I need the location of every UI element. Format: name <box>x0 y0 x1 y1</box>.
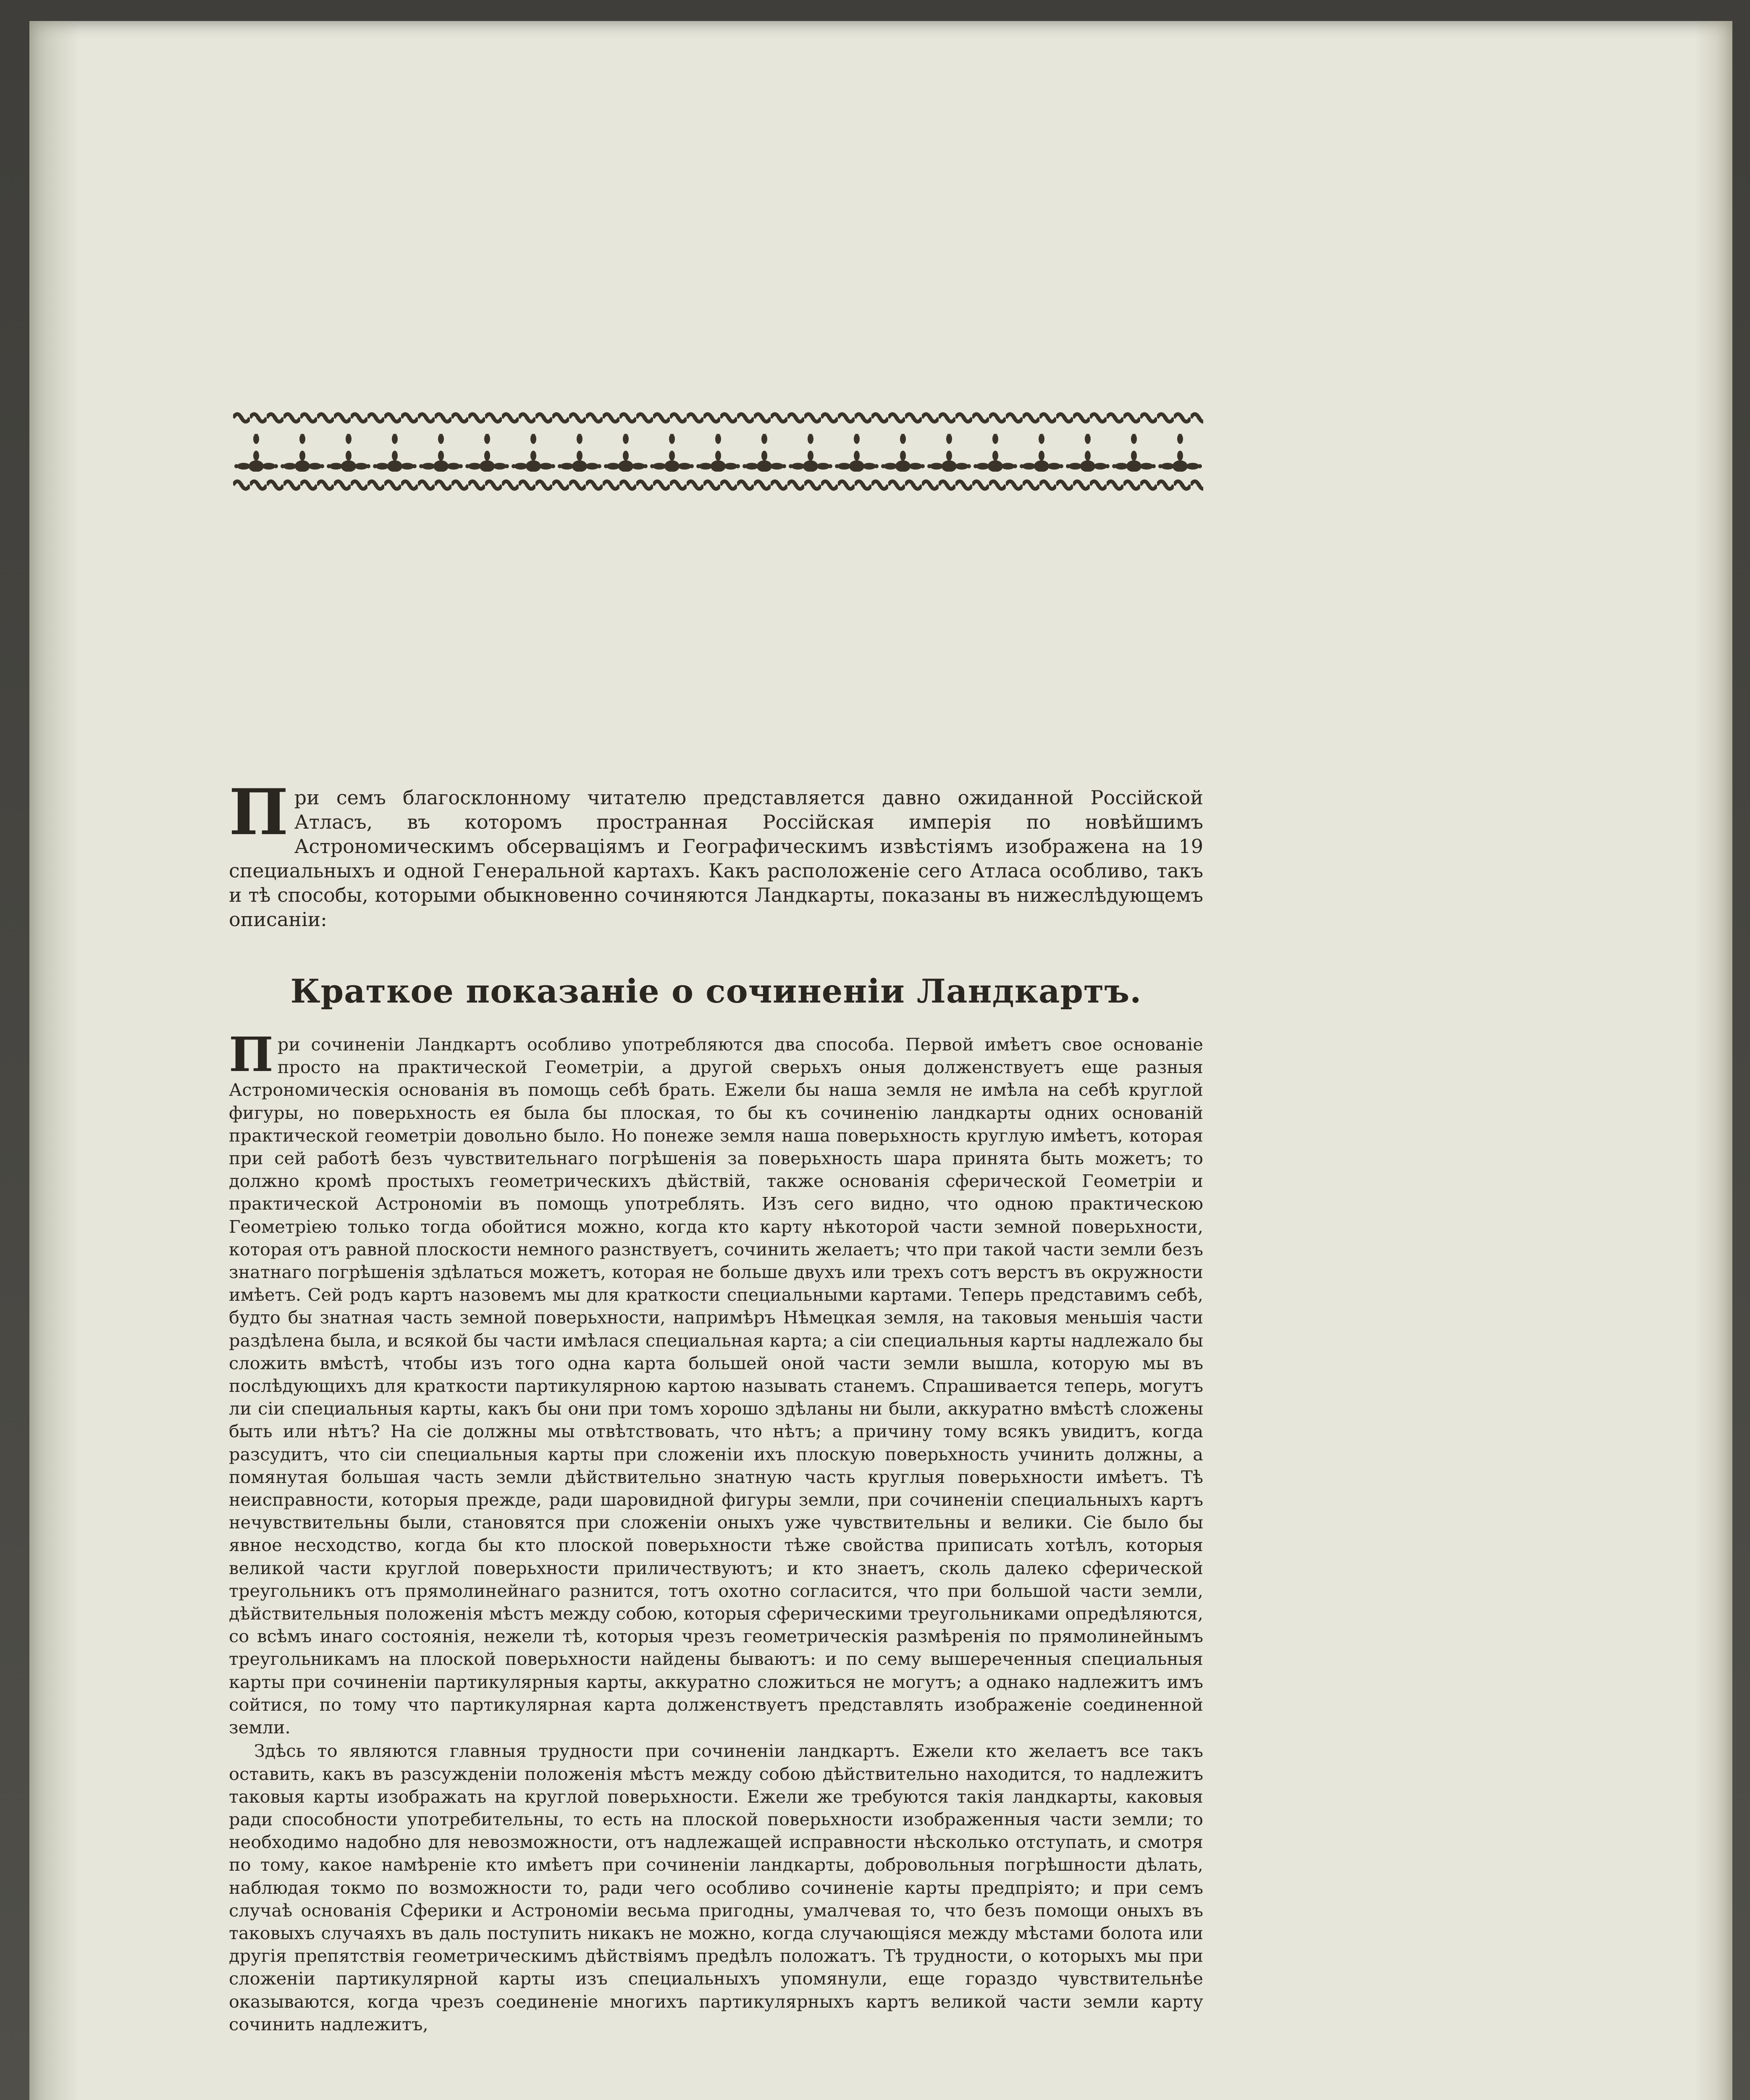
body-paragraph-1 <box>229 1027 1203 1739</box>
ornamental-headpiece <box>233 410 1203 494</box>
body-paragraph-1-text: ри сочиненіи Ландкартъ особливо употребляются два способа. Первой имѣетъ свое основаніе просто на практической Геометріи, а другой сверьхъ оныя долженствуетъ еще разныя Астрономическія основанія въ помощь себѣ брать. Ежели бы наша земля не имѣла на себѣ круглой фигуры, но поверьхность ея была бы плоская, то бы къ сочиненію ландкарты одних основаній практической геометріи довольно было. Но понеже земля наша поверьхность круглую имѣетъ, которая при сей работѣ безъ чувствительнаго погрѣшенія за поверьхность шара принята быть можетъ; то должно кромѣ простыхъ геометрическихъ дѣйствій, также основанія сферической Геометріи и практической Астрономіи въ помощь употреблять. Изъ сего видно, что одною практическою Геометріею только тогда обойтися можно, когда кто карту нѣкоторой части земной поверьхности, которая отъ равной плоскости немного разнствуетъ, сочинить желаетъ; что при такой части земли безъ знатнаго погрѣшенія здѣлаться можетъ, которая не больше двухъ или трехъ сотъ верстъ въ окружности имѣетъ. Сей родъ картъ назовемъ мы для краткости специальными картами. Теперь представимъ себѣ, будто бы знатная часть земной поверьхности, напримѣръ Нѣмецкая земля, на таковыя меньшія части раздѣлена была, и всякой бы части имѣлася специальная карта; а сіи специальныя карты надлежало бы сложить вмѣстѣ, чтобы изъ того одна карта большей оной части земли вышла, которую мы въ послѣдующихъ для краткости партикулярною картою называть станемъ. Спрашивается теперь, могутъ ли сіи специальныя карты, какъ бы они при томъ хорошо здѣланы ни были, аккуратно вмѣстѣ сложены быть или нѣтъ? На сіе должны мы отвѣтствовать, что нѣтъ; а причину тому всякъ увидитъ, когда разсудитъ, что сіи специальныя карты при сложеніи ихъ плоскую поверьхность учинить должны, а помянутая большая часть земли дѣйствительно знатную часть круглыя поверьхности имѣетъ. Тѣ неисправности, которыя прежде, ради шаровидной фигуры земли, при сочиненіи специальныхъ картъ нечувствительны были, становятся при сложеніи оныхъ уже чувствительны и велики. Сіе было бы явное несходство, когда бы кто плоской поверьхности тѣже свойства приписать хотѣлъ, которыя великой части круглой поверьхности приличествуютъ; и кто знаетъ, сколь далеко сферической треугольникъ отъ прямолинейнаго разнится, тотъ охотно согласится, что при большой части земли, дѣйствительныя положенія мѣстъ между собою, которыя сферическими треугольниками опредѣляются, со всѣмъ инаго состоянія, нежели тѣ, которыя чрезъ геометрическія размѣренія по прямолинейнымъ треугольникамъ на плоской поверьхности найдены бываютъ: и по сему вышереченныя специальныя карты при сочиненіи партикулярныя карты, аккуратно сложиться не могутъ; а однако надлежитъ имъ сойтися, по тому что партикулярная карта долженствуетъ представлять изображеніе соединенной земли. <box>229 1034 1203 1738</box>
body-dropcap: П <box>229 1027 273 1082</box>
body-text <box>229 1027 1203 2036</box>
intro-text: ри семъ благосклонному читателю представляется давно ожиданной Россійской Атласъ, въ которомъ пространная Россійская имперія по новѣйшимъ Астрономическимъ обсерваціямъ и Географическимъ извѣстіямъ изображена на 19 специальныхъ и одной Генеральной картахъ. Какъ расположеніе сего Атласа особливо, такъ и тѣ способы, которыми обыкновенно сочиняются Ландкарты, показаны въ нижеслѣдующемъ описаніи: <box>229 786 1203 931</box>
intro-dropcap: П <box>229 775 289 849</box>
body-paragraph-2: Здѣсь то являются главныя трудности при сочиненіи ландкартъ. Ежели кто желаетъ все такъ оставить, какъ въ разсужденіи положенія мѣстъ между собою дѣйствительно находится, то надлежитъ таковыя карты изображать на круглой поверьхности. Ежели же требуются такія ландкарты, каковыя ради способности употребительны, то есть на плоской поверьхности изображенныя части земли; то необходимо надобно для невозможности, отъ надлежащей исправности нѣсколько отступать, и смотря по тому, какое намѣреніе кто имѣетъ при сочиненіи ландкарты, добровольныя погрѣшности дѣлать, наблюдая токмо по возможности то, ради чего особливо сочиненіе карты предпріято; и при семъ случаѣ основанія Сферики и Астрономіи весьма пригодны, умалчевая то, что безъ помощи оныхъ въ таковыхъ случаяхъ въ даль поступить никакъ не можно, когда случающіяся между мѣстами болота или другія препятствія геометрическимъ дѣйствіямъ предѣлъ положатъ. Тѣ трудности, о которыхъ мы при сложеніи партикулярной карты изъ специальныхъ упомянули, еще гораздо чувствительнѣе оказываются, когда чрезъ соединеніе многихъ партикулярныхъ картъ великой части земли карту сочинить надлежитъ, <box>229 1740 1203 2034</box>
section-heading: Краткое показаніе о сочиненіи Ландкартъ. <box>290 972 1142 1011</box>
intro-paragraph <box>229 775 1203 932</box>
